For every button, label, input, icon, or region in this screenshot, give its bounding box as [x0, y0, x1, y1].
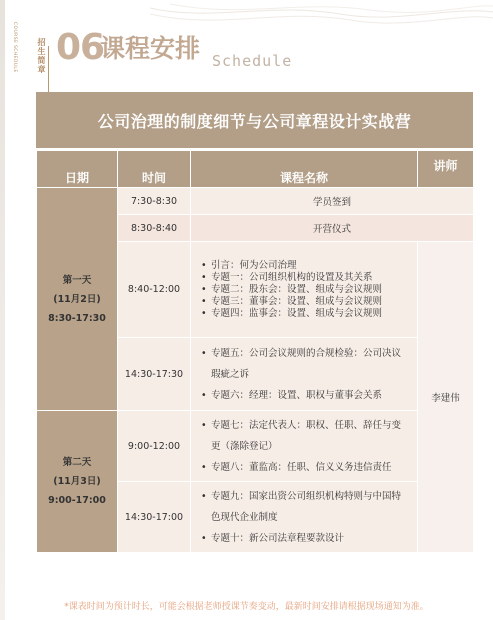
- table-header-row: [37, 151, 474, 188]
- section-number: 06: [56, 27, 105, 68]
- time-cell: 14:30-17:00: [118, 482, 191, 553]
- topic-item: • 专题十：新公司法章程要款设计: [201, 528, 409, 549]
- header-date: 日期: [37, 151, 118, 188]
- left-edge-decoration: [0, 0, 5, 620]
- course-banner-title: 公司治理的制度细节与公司章程设计实战营: [36, 92, 473, 148]
- day-hours: 8:30-17:30: [48, 312, 106, 324]
- topic-list: [191, 486, 417, 549]
- topic-item: • 专题五：公司会议规则的合规检验：公司决议瑕疵之诉: [201, 343, 409, 385]
- topic-item: • 专题八：董监高：任职、信义义务违信责任: [201, 457, 409, 478]
- day-hours: 9:00-17:00: [48, 495, 106, 506]
- course-cell: [191, 411, 418, 482]
- header-time: 时间: [118, 151, 191, 188]
- topic-list: [191, 343, 417, 406]
- footer-note: *课表时间为预计时长，可能会根据老师授课节奏变动，最新时间安排请根据现场通知为准。: [64, 602, 429, 612]
- table-row: [37, 188, 474, 215]
- day-title: 第一天: [62, 274, 92, 286]
- course-cell: 学员签到: [191, 188, 474, 215]
- topic-item: • 专题七：法定代表人：职权、任职、辞任与变更（涤除登记）: [201, 415, 409, 457]
- topic-item: • 专题二：股东会：设置、组成与会议规则: [201, 284, 409, 296]
- day-two-cell: [37, 411, 118, 553]
- course-cell: [191, 242, 418, 338]
- time-cell: 7:30-8:30: [118, 188, 191, 215]
- table-row: [37, 411, 474, 482]
- day-one-cell: [37, 188, 118, 411]
- time-cell: 8:40-12:00: [118, 242, 191, 338]
- time-cell: 8:30-8:40: [118, 215, 191, 242]
- topic-item: • 专题九：国家出资公司组织机构特则与中国特色现代企业制度: [201, 486, 409, 528]
- topic-item: • 专题一：公司组织机构的设置及其关系: [201, 272, 409, 284]
- side-brochure-label: 招生简章: [37, 38, 46, 74]
- topic-item: • 专题三：董事会：设置、组成与会议规则: [201, 296, 409, 308]
- side-english-text: COURSE SCHEDULE: [12, 22, 17, 73]
- day-date: (11月2日): [53, 293, 101, 305]
- time-cell: 14:30-17:30: [118, 338, 191, 411]
- section-english-title: Schedule: [212, 52, 293, 70]
- topic-item: • 专题四：监事会：设置、组成与会议规则: [201, 308, 409, 320]
- header-teacher: 讲师: [418, 151, 474, 188]
- day-date: (11月3日): [53, 476, 101, 487]
- time-cell: 9:00-12:00: [118, 411, 191, 482]
- section-title: 课程安排: [100, 34, 201, 63]
- topic-list: [191, 415, 417, 478]
- course-cell: 开营仪式: [191, 215, 474, 242]
- topic-list: [191, 260, 417, 320]
- topic-item: • 专题六：经理：设置、职权与董事会关系: [201, 385, 409, 406]
- topic-item: • 引言：何为公司治理: [201, 260, 409, 272]
- header-wave-decoration: [150, 0, 493, 40]
- schedule-table: [36, 150, 474, 553]
- side-divider: [48, 46, 49, 94]
- teacher-cell: 李建伟: [418, 242, 474, 553]
- day-title: 第二天: [62, 457, 92, 468]
- header-course: 课程名称: [191, 151, 418, 188]
- course-cell: [191, 338, 418, 411]
- course-cell: [191, 482, 418, 553]
